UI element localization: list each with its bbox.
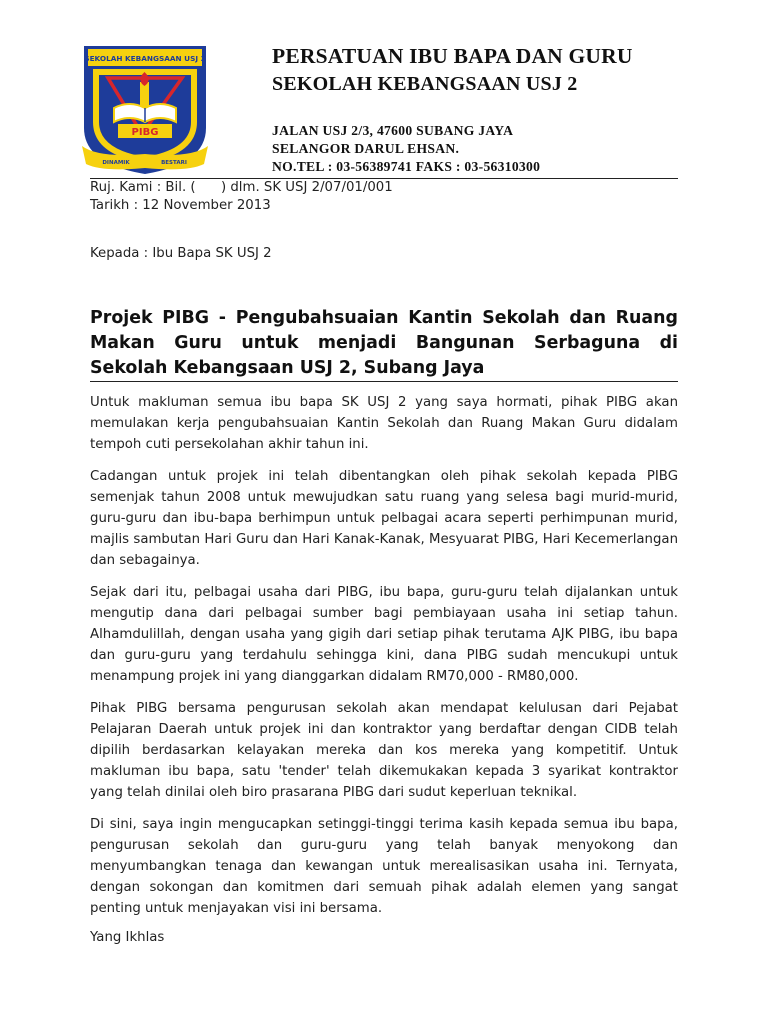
letter-subject: Projek PIBG - Pengubahsuaian Kantin Sekolah dan Ruang Makan Guru untuk menjadi Bangunan Serbaguna di Sekolah Kebangsaan USJ 2, Subang Jaya [90, 308, 678, 378]
reference-number: Ruj. Kami : Bil. ( ) dlm. SK USJ 2/07/01/001 [90, 180, 393, 195]
school-name: SEKOLAH KEBANGSAAN USJ 2 [272, 73, 578, 95]
body-paragraph-5: Di sini, saya ingin mengucapkan setinggi-tinggi terima kasih kepada semua ibu bapa, pengurusan sekolah dan guru-guru yang telah banyak menyokong dan menyumbangkan tenaga dan kewangan untuk merealisasikan usaha ini. Ternyata, dengan sokongan dan komitmen dari semuah pihak adalah elemen yang sangat penting untuk menjayakan visi ini bersama. [90, 817, 678, 916]
crest-ring-text: SEKOLAH KEBANGSAAN USJ 2 [84, 54, 206, 63]
crest-banner-text: PIBG [131, 127, 159, 138]
subject-underline [90, 381, 678, 382]
letter-body [90, 393, 678, 931]
organization-name: PERSATUAN IBU BAPA DAN GURU [272, 44, 633, 68]
crest-motto-left: DINAMIK [102, 160, 130, 166]
contact-line: NO.TEL : 03-56389741 FAKS : 03-56310300 [272, 159, 541, 174]
letter-date: Tarikh : 12 November 2013 [90, 198, 271, 213]
header-divider [90, 178, 678, 179]
address-line-2: SELANGOR DARUL EHSAN. [272, 141, 460, 156]
closing-salutation: Yang Ikhlas [90, 930, 165, 945]
body-paragraph-3: Sejak dari itu, pelbagai usaha dari PIBG, ibu bapa, guru-guru telah dijalankan untuk mengutip dana dari pelbagai sumber bagi pembiayaan usaha ini setiap tahun. Alhamdulillah, dengan usaha yang gigih dari setiap pihak terutama AJK PIBG, ibu bapa dan guru-guru yang terdahulu sehingga kini, dana PIBG sudah mencukupi untuk menampung projek ini yang dianggarkan didalam RM70,000 - RM80,000. [90, 585, 678, 684]
body-paragraph-2: Cadangan untuk projek ini telah dibentangkan oleh pihak sekolah kepada PIBG semenjak tahun 2008 untuk mewujudkan satu ruang yang selesa bagi murid-murid, guru-guru dan ibu-bapa berhimpun untuk pelbagai acara seperti perhimpunan murid, majlis sambutan Hari Guru dan Hari Kanak-Kanak, Mesyuarat PIBG, Hari Kecemerlangan dan sebagainya. [90, 469, 678, 568]
recipient-line: Kepada : Ibu Bapa SK USJ 2 [90, 246, 272, 261]
crest-motto-right: BESTARI [161, 160, 187, 166]
school-crest-logo [78, 42, 212, 176]
address-line-1: JALAN USJ 2/3, 47600 SUBANG JAYA [272, 123, 514, 138]
body-paragraph-4: Pihak PIBG bersama pengurusan sekolah akan mendapat kelulusan dari Pejabat Pelajaran Daerah untuk projek ini dan kontraktor yang berdaftar dengan CIDB telah dipilih berdasarkan kelayakan mereka dan kos mereka yang kompetitif. Untuk makluman ibu bapa, satu 'tender' telah dikemukakan kepada 3 syarikat kontraktor yang telah dinilai oleh biro prasarana PIBG dari sudut keperluan teknikal. [90, 701, 678, 800]
body-paragraph-1: Untuk makluman semua ibu bapa SK USJ 2 yang saya hormati, pihak PIBG akan memulakan kerja pengubahsuaian Kantin Sekolah dan Ruang Makan Guru didalam tempoh cuti persekolahan akhir tahun ini. [90, 395, 678, 452]
